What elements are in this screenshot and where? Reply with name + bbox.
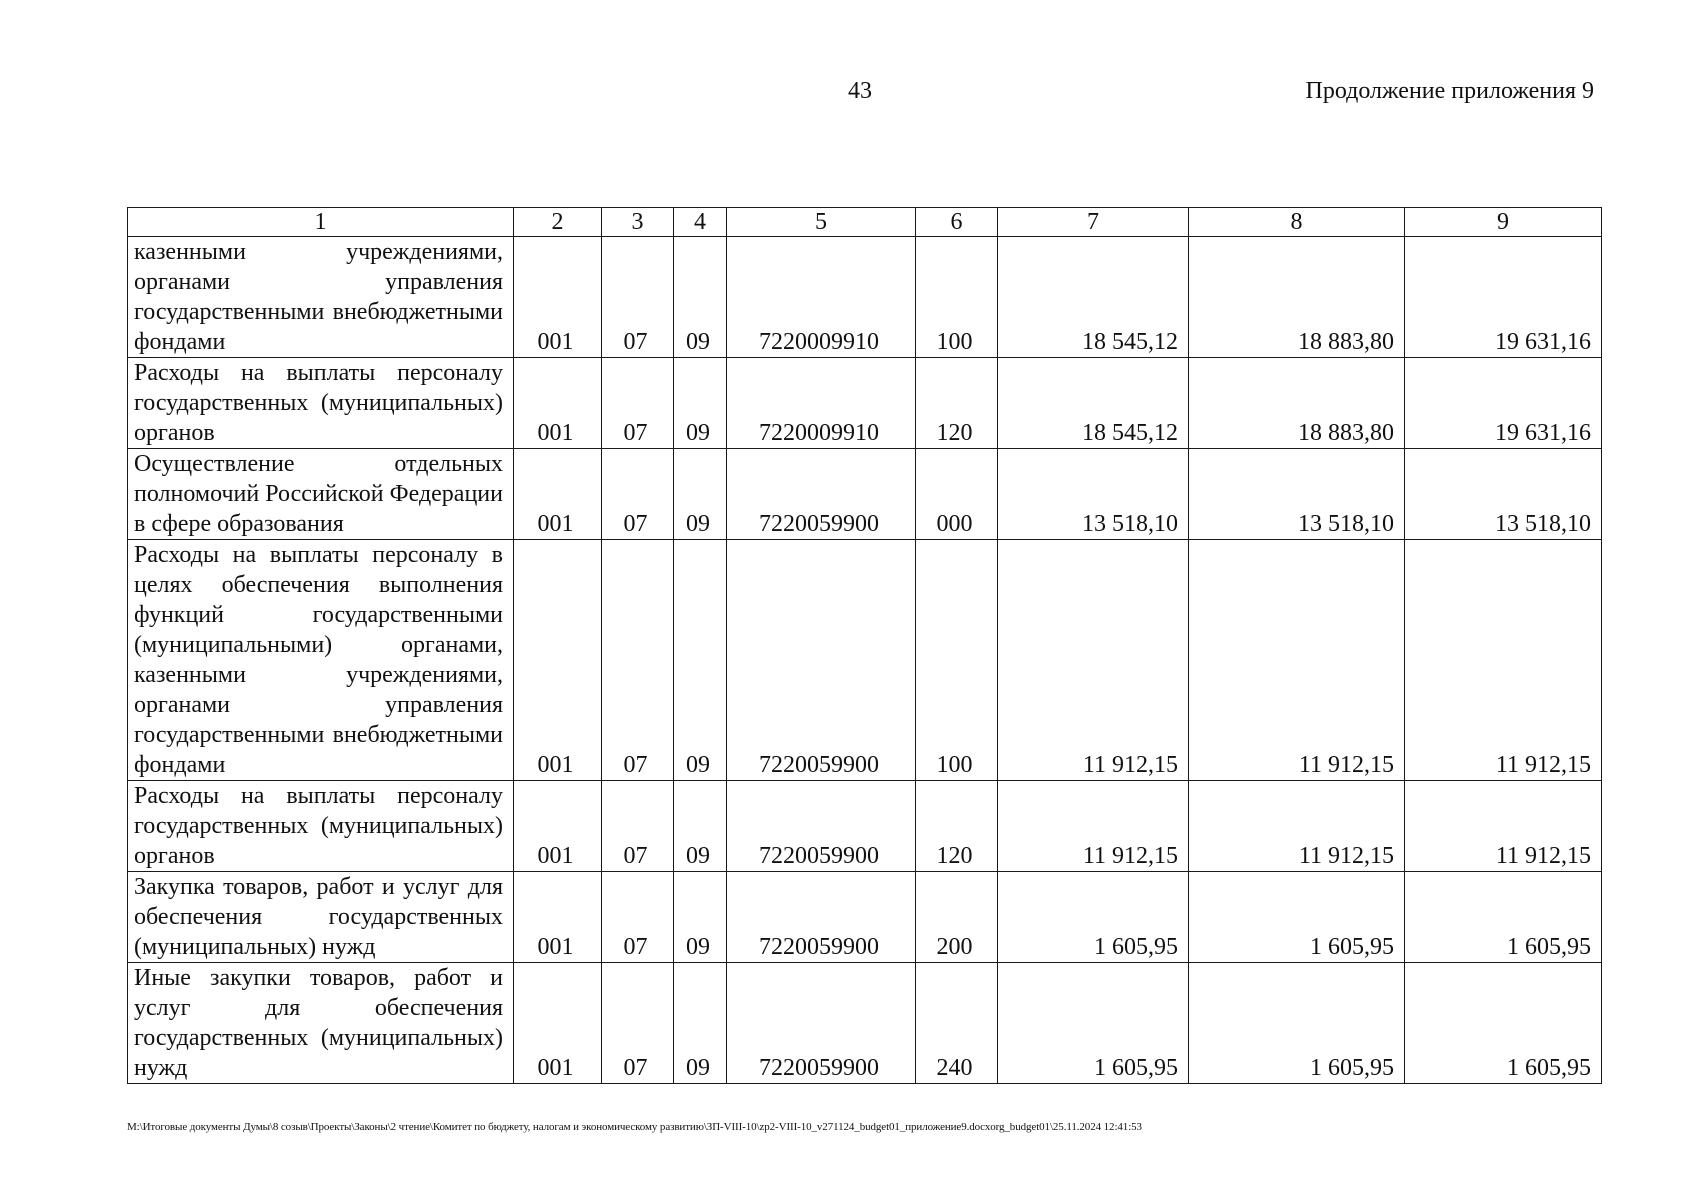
amount-col-9: 19 631,16 (1405, 358, 1602, 449)
table-row (128, 963, 1602, 1084)
expense-type-code: 120 (916, 358, 998, 449)
column-number: 3 (602, 208, 674, 237)
table-row (128, 358, 1602, 449)
ministry-code: 001 (514, 781, 602, 872)
ministry-code: 001 (514, 872, 602, 963)
amount-col-8: 1 605,95 (1189, 963, 1405, 1084)
amount-col-9: 11 912,15 (1405, 540, 1602, 781)
amount-col-8: 1 605,95 (1189, 872, 1405, 963)
subsection-code: 09 (674, 358, 727, 449)
column-number: 9 (1405, 208, 1602, 237)
section-code: 07 (602, 237, 674, 358)
column-number: 4 (674, 208, 727, 237)
budget-table (127, 207, 1602, 1084)
amount-col-9: 11 912,15 (1405, 781, 1602, 872)
section-code: 07 (602, 358, 674, 449)
section-code: 07 (602, 449, 674, 540)
expense-name: казенными учреждениями, органами управления государственными внебюджетными фондами (128, 237, 514, 358)
column-number: 7 (998, 208, 1189, 237)
amount-col-9: 1 605,95 (1405, 963, 1602, 1084)
expense-name: Осуществление отдельных полномочий Российской Федерации в сфере образования (128, 449, 514, 540)
section-code: 07 (602, 781, 674, 872)
ministry-code: 001 (514, 540, 602, 781)
ministry-code: 001 (514, 358, 602, 449)
column-number-row (128, 208, 1602, 237)
amount-col-7: 11 912,15 (998, 781, 1189, 872)
target-article-code: 7220059900 (727, 449, 916, 540)
amount-col-8: 11 912,15 (1189, 781, 1405, 872)
target-article-code: 7220009910 (727, 237, 916, 358)
subsection-code: 09 (674, 963, 727, 1084)
ministry-code: 001 (514, 449, 602, 540)
section-code: 07 (602, 540, 674, 781)
subsection-code: 09 (674, 237, 727, 358)
expense-name: Закупка товаров, работ и услуг для обеспечения государственных (муниципальных) нужд (128, 872, 514, 963)
expense-name: Иные закупки товаров, работ и услуг для обеспечения государственных (муниципальных) нужд (128, 963, 514, 1084)
expense-name: Расходы на выплаты персоналу в целях обеспечения выполнения функций государственными (муниципальными) органами, казенными учреждениями, органами управления государственными внебюджетными фондами (128, 540, 514, 781)
table-row (128, 781, 1602, 872)
ministry-code: 001 (514, 237, 602, 358)
table-row (128, 237, 1602, 358)
subsection-code: 09 (674, 540, 727, 781)
amount-col-8: 13 518,10 (1189, 449, 1405, 540)
amount-col-8: 18 883,80 (1189, 237, 1405, 358)
amount-col-8: 18 883,80 (1189, 358, 1405, 449)
target-article-code: 7220059900 (727, 963, 916, 1084)
expense-type-code: 120 (916, 781, 998, 872)
column-number: 8 (1189, 208, 1405, 237)
expense-name: Расходы на выплаты персоналу государственных (муниципальных) органов (128, 358, 514, 449)
amount-col-8: 11 912,15 (1189, 540, 1405, 781)
target-article-code: 7220009910 (727, 358, 916, 449)
expense-type-code: 100 (916, 237, 998, 358)
amount-col-7: 18 545,12 (998, 237, 1189, 358)
ministry-code: 001 (514, 963, 602, 1084)
section-code: 07 (602, 963, 674, 1084)
target-article-code: 7220059900 (727, 872, 916, 963)
amount-col-7: 11 912,15 (998, 540, 1189, 781)
amount-col-9: 13 518,10 (1405, 449, 1602, 540)
target-article-code: 7220059900 (727, 781, 916, 872)
page-number: 43 (848, 78, 872, 104)
expense-type-code: 100 (916, 540, 998, 781)
expense-type-code: 000 (916, 449, 998, 540)
section-code: 07 (602, 872, 674, 963)
column-number: 6 (916, 208, 998, 237)
amount-col-9: 19 631,16 (1405, 237, 1602, 358)
expense-type-code: 200 (916, 872, 998, 963)
subsection-code: 09 (674, 872, 727, 963)
appendix-continuation-title: Продолжение приложения 9 (1305, 78, 1594, 104)
amount-col-7: 1 605,95 (998, 872, 1189, 963)
amount-col-9: 1 605,95 (1405, 872, 1602, 963)
table-row (128, 872, 1602, 963)
footer-file-path: M:\Итоговые документы Думы\8 созыв\Проекты\Законы\2 чтение\Комитет по бюджету, налогам и экономическому развитию\ЗП-VIII-10\zp2-VIII-10_v271124_budget01_приложение9.docxorg_budget01\25.11.2024 12:41:53 (127, 1121, 1142, 1133)
target-article-code: 7220059900 (727, 540, 916, 781)
expense-type-code: 240 (916, 963, 998, 1084)
subsection-code: 09 (674, 449, 727, 540)
expense-name: Расходы на выплаты персоналу государственных (муниципальных) органов (128, 781, 514, 872)
amount-col-7: 13 518,10 (998, 449, 1189, 540)
subsection-code: 09 (674, 781, 727, 872)
table-row (128, 540, 1602, 781)
amount-col-7: 1 605,95 (998, 963, 1189, 1084)
column-number: 1 (128, 208, 514, 237)
column-number: 5 (727, 208, 916, 237)
column-number: 2 (514, 208, 602, 237)
amount-col-7: 18 545,12 (998, 358, 1189, 449)
table-row (128, 449, 1602, 540)
